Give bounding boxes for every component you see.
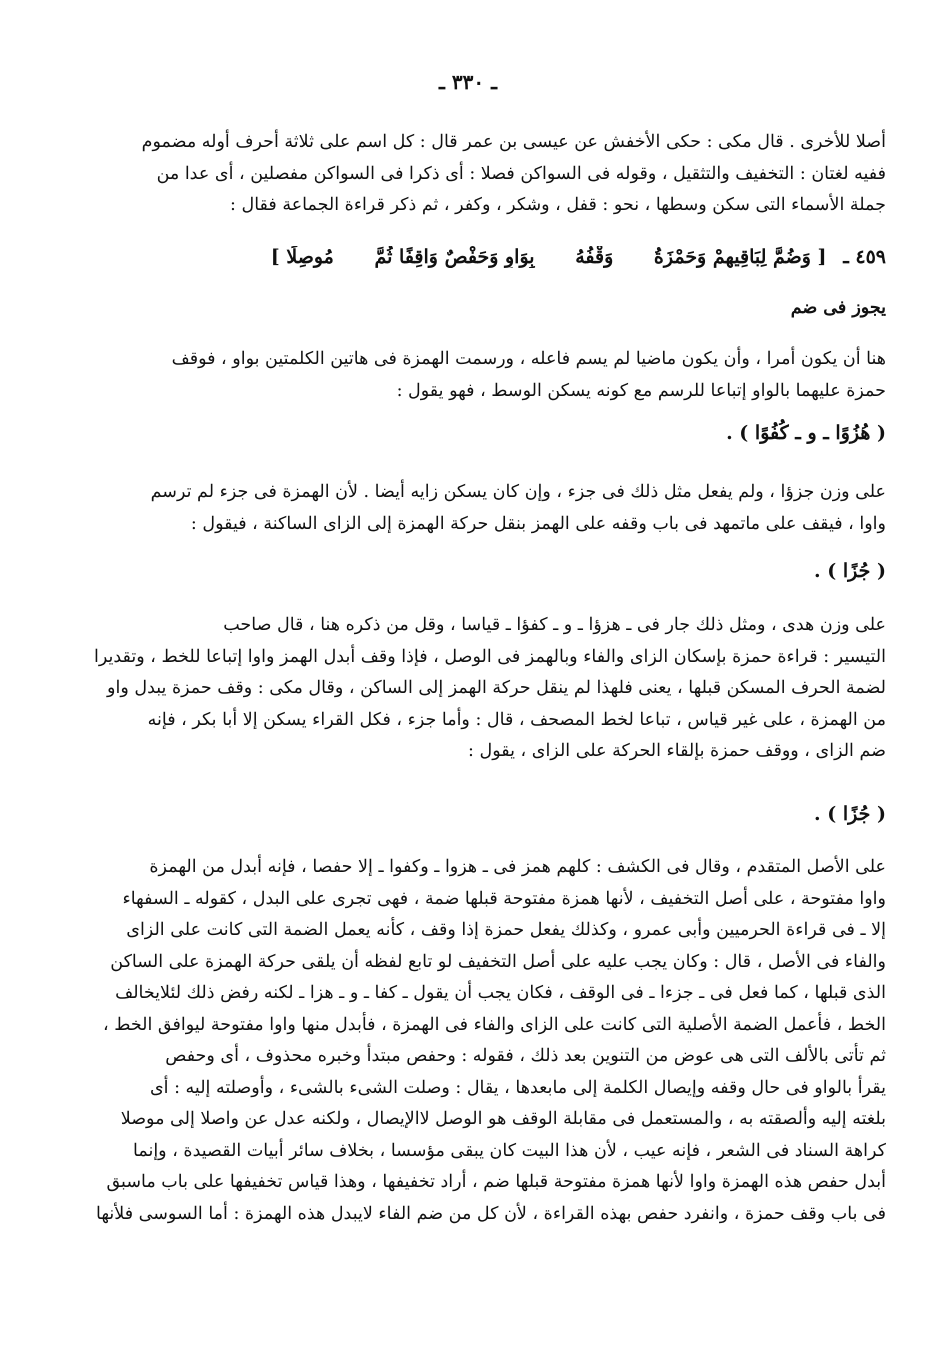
poem-verse — [48, 246, 886, 268]
example-word: ( جُزًا ) . — [814, 803, 886, 825]
text-line: أبدل حفص هذه الهمزة واوا لأنها همزة مفتوحة قبلها ضم ، أراد تخفيفها ، وهذا قياس تخفيفها على باب ماسبق — [106, 1172, 886, 1192]
verse-segment: بِوَاوٍ وَحَفْصٌ وَاقِفًا ثُمَّ — [374, 246, 535, 268]
text-line: الخط ، فأعمل الضمة الأصلية التى كانت على الزاى والفاء فى الهمزة ، فأبدل منها واوا مفتوحة ليوافق الخط ، — [103, 1014, 886, 1035]
text-line: ففيه لغتان : التخفيف والتثقيل ، وقوله فى السواكن فصلا : أى ذكرا فى السواكن مفصلين ، أى عدا من — [156, 163, 886, 184]
text-line: لضمة الحرف المسكن قبلها ، يعنى فلهذا لم ينقل حركة الهمز إلى الساكن ، وقال مكى : وقف حمزة يبدل واو — [107, 678, 886, 698]
text-line: بلغته إليه وألصقته به ، والمستعمل فى مقابلة الوقف هو الوصل لاالإيصال ، ولكنه عدل عن واصلا إلى موصلا — [120, 1109, 886, 1129]
text-line: يقرأ بالواو فى حال وقفه وإيصال الكلمة إلى مابعدها ، يقال : وصلت الشىء بالشىء ، وأوصلته إليه : أى — [149, 1077, 886, 1098]
verse-continuation: يجوز فى ضم — [790, 298, 886, 318]
text-line: إلا ـ فى قراءة الحرميين وأبى عمرو ، وكذلك يفعل حمزة إذا وقف ، كأنه يعمل الضمة التى كانت على الزاى — [126, 920, 886, 940]
paragraph-2 — [48, 344, 886, 407]
page-number: ـ ٣٣٠ ـ — [439, 70, 497, 94]
text-line: أصلا للأخرى . قال مكى : حكى الأخفش عن عيسى بن عمر قال : كل اسم على ثلاثة أحرف أوله مضموم — [141, 132, 886, 152]
text-line: جملة الأسماء التى سكن وسطها ، نحو : قفل ، وشكر ، وكفر ، ثم ذكر قراءة الجماعة فقال : — [230, 195, 886, 215]
text-line: من الهمزة ، على غير قياس ، تباعا لخط المصحف ، قال : وأما جزء ، فكل القراء يسكن إلا أبا بكر ، فإنه — [147, 709, 886, 730]
text-line: والفاء فى الأصل ، قال : وكان يجب عليه على أصل التخفيف لو تابع لفظه أن يلقى حركة الهمزة على الساكن — [110, 951, 886, 972]
paragraph-3 — [48, 477, 886, 540]
text-line: ضم الزاى ، ووقف حمزة بإلقاء الحركة على الزاى ، يقول : — [468, 741, 886, 761]
text-line: واوا مفتوحة ، على أصل التخفيف ، لأنها همزة مفتوحة قبلها ضمة ، فهى تجرى على البدل ، كقوله ـ السفهاء — [122, 888, 886, 909]
text-line: واوا ، فيقف على ماتمهد فى باب وقفه على الهمز بنقل حركة الهمزة إلى الزاى الساكنة ، فيقول : — [190, 513, 886, 534]
text-line: ثم تأتى بالألف التى هى عوض من التنوين بعد ذلك ، فقوله : وحفص مبتدأ وخبره محذوف ، أى وحفص — [165, 1046, 886, 1066]
text-line: التيسير : قراءة حمزة بإسكان الزاى والفاء وبالهمز فى الوصل ، فإذا وقف أبدل الهمز واوا إتباعا للخط ، وتقديرا — [93, 646, 886, 667]
text-line: فى باب وقف حمزة ، وانفرد حفص بهذه القراءة ، لأن كل من ضم الفاء لايبدل هذه الهمزة : أما السوسى فلأنها — [96, 1203, 886, 1224]
text-line: على وزن هدى ، ومثل ذلك جار فى ـ هزؤا ـ و ـ كفؤا ـ قياسا ، وقل من ذكره هنا ، قال صاحب — [223, 615, 886, 635]
text-line: على وزن جزؤا ، ولم يفعل مثل ذلك فى جزء ، وإن كان يسكن زايه أيضا . لأن الهمزة فى جزء لم ترسم — [150, 482, 886, 502]
text-line: الذى قبلها ، كما فعل فى ـ جزءا ـ فى الوقف ، فكان يجب أن يقول ـ كفا ـ و ـ هزا ـ لكنه رفض ذلك لئلايخالف — [115, 983, 886, 1003]
verse-segment: مُوصِلَا ] — [270, 246, 334, 268]
paragraph-1 — [48, 127, 886, 222]
text-line: على الأصل المتقدم ، وقال فى الكشف : كلهم همز فى ـ هزوا ـ وكفوا ـ إلا حفصا ، فإنه أبدل من الهمزة — [149, 857, 886, 877]
text-line: حمزة عليهما بالواو إتباعا للرسم مع كونه يسكن الوسط ، فهو يقول : — [396, 380, 886, 401]
example-word: ( جُزًا ) . — [814, 560, 886, 582]
paragraph-4 — [48, 610, 886, 768]
verse-segment: [ وَضُمَّ لِبَاقِيهِمْ وَحَمْزَةُ — [653, 246, 827, 268]
text-line: هنا أن يكون أمرا ، وأن يكون ماضيا لم يسم فاعله ، ورسمت الهمزة فى هاتين الكلمتين بواو ، فوقف — [171, 349, 886, 369]
paragraph-5 — [48, 852, 886, 1230]
example-word: ( هُزُوًا ـ و ـ كُفُوًا ) . — [726, 422, 886, 444]
text-line: كراهة السناد فى الشعر ، فإنه عيب ، لأن هذا البيت كان يبقى مؤسسا ، بخلاف سائر أبيات القصيدة ، وإنما — [133, 1140, 886, 1161]
verse-segment: وَقْفُهُ — [575, 246, 614, 268]
verse-number: ٤٥٩ ـ — [843, 246, 886, 268]
